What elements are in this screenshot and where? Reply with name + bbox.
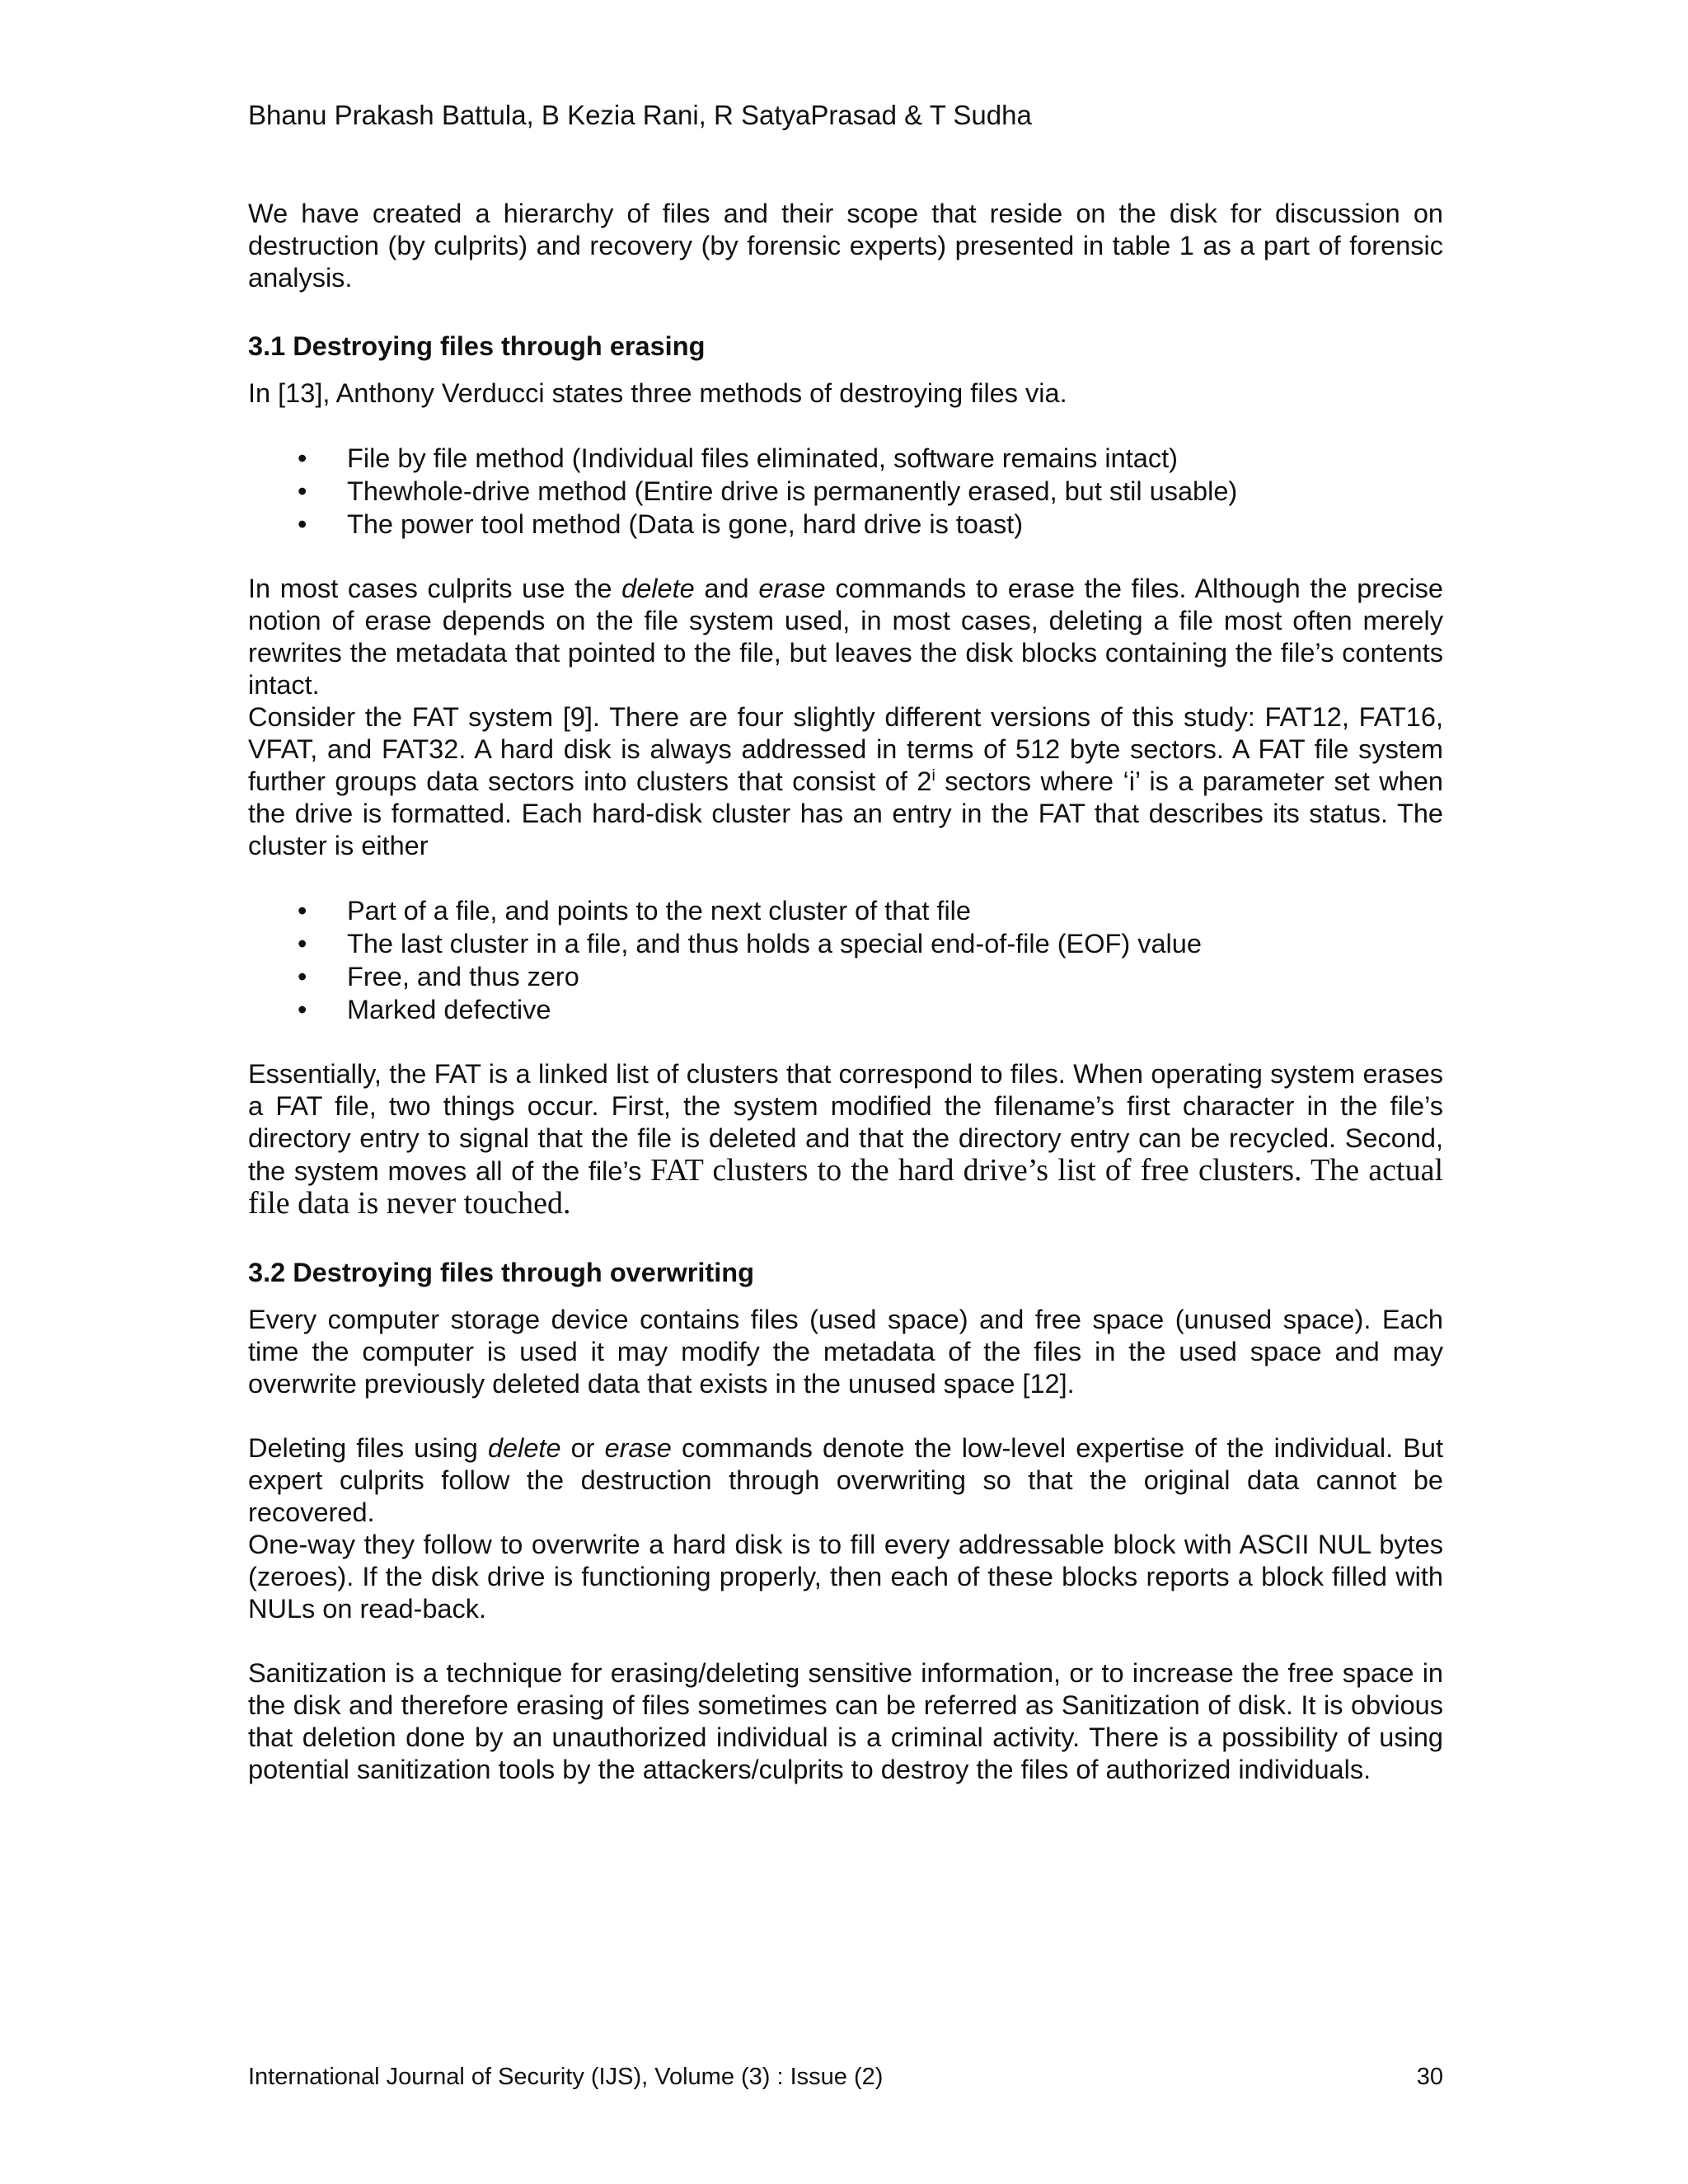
list-item-text: Part of a file, and points to the next cluster of that file xyxy=(347,896,971,926)
page-footer xyxy=(248,2062,1443,2092)
list-item xyxy=(248,475,1443,508)
section-3-1-lead: In [13], Anthony Verducci states three methods of destroying files via. xyxy=(248,378,1067,408)
section-heading-3-1: 3.1 Destroying files through erasing xyxy=(248,331,706,361)
bullet-icon: • xyxy=(298,443,307,473)
list-item xyxy=(248,894,1443,927)
text-run: or xyxy=(560,1433,605,1463)
erase-commands-paragraph xyxy=(248,573,1443,701)
bullet-icon: • xyxy=(298,995,307,1024)
bullet-icon: • xyxy=(298,509,307,539)
text-run: commands denote the low-level expertise of the individual. But expert culprits follow the destruction through overwriting so that the original data cannot be recovered. xyxy=(248,1433,1443,1527)
list-item xyxy=(248,508,1443,541)
list-item-text: Thewhole-drive method (Entire drive is permanently erased, but stil usable) xyxy=(347,476,1238,506)
italic-term: erase xyxy=(758,574,826,603)
text-run: and xyxy=(694,574,759,603)
list-item xyxy=(248,442,1443,475)
paper-page xyxy=(248,0,1443,2184)
section-heading-3-2: 3.2 Destroying files through overwriting xyxy=(248,1258,754,1287)
bullet-icon: • xyxy=(298,929,307,958)
superscript: i xyxy=(931,766,935,785)
cluster-states-list xyxy=(248,894,1443,1026)
text-run: Essentially, the FAT is a linked list of clusters that correspond to files. When operating system erases a FAT file, two things occur. First, the system modified the filename’s first character in the file’s directory entry to signal that the file is deleted and that the directory entry can be recycled. Second, the system moves all of the file’s xyxy=(248,1059,1443,1186)
italic-term: delete xyxy=(487,1433,561,1463)
text-run: commands to erase the files. Although the precise notion of erase depends on the file system used, in most cases, deleting a file most often merely rewrites the metadata that pointed to the file, but leaves the disk blocks containing the file’s contents intact. xyxy=(248,574,1443,700)
italic-term: erase xyxy=(604,1433,672,1463)
list-item-text: The power tool method (Data is gone, hard drive is toast) xyxy=(347,509,1024,539)
sanitization-paragraph: Sanitization is a technique for erasing/deleting sensitive information, or to increase the free space in the disk and therefore erasing of files sometimes can be referred as Sanitization of disk. It is obvious that deletion done by an unauthorized individual is a criminal activity. There is a possibility of using potential sanitization tools by the attackers/culprits to destroy the files of authorized individuals. xyxy=(248,1658,1443,1784)
text-run: Deleting files using xyxy=(248,1433,488,1463)
list-item xyxy=(248,927,1443,960)
list-item xyxy=(248,993,1443,1026)
deleting-files-paragraph xyxy=(248,1432,1443,1529)
text-run: Consider the FAT system [9]. There are four slightly different versions of this study: FAT12, FAT16, VFAT, and FAT32. A hard disk is always addressed in terms of 512 byte sectors. A FAT file system further groups data sectors into clusters that consist of 2 xyxy=(248,702,1443,796)
list-item-text: The last cluster in a file, and thus holds a special end-of-file (EOF) value xyxy=(347,929,1202,958)
running-header-authors: Bhanu Prakash Battula, B Kezia Rani, R SatyaPrasad & T Sudha xyxy=(248,100,1032,130)
overwrite-paragraph: One-way they follow to overwrite a hard disk is to fill every addressable block with ASCII NUL bytes (zeroes). If the disk drive is functioning properly, then each of these blocks reports a block filled with NULs on read-back. xyxy=(248,1530,1443,1624)
list-item xyxy=(248,960,1443,993)
list-item-text: Marked defective xyxy=(347,995,551,1024)
italic-term: delete xyxy=(621,574,695,603)
storage-paragraph: Every computer storage device contains files (used space) and free space (unused space). Each time the computer is used it may modify the metadata of the files in the used space and may overwrite previously deleted data that exists in the unused space [12]. xyxy=(248,1305,1443,1399)
fat-linked-list-paragraph xyxy=(248,1058,1443,1221)
fat-system-paragraph xyxy=(248,701,1443,862)
page-number: 30 xyxy=(1416,2064,1443,2090)
methods-list xyxy=(248,442,1443,541)
journal-citation: International Journal of Security (IJS), Volume (3) : Issue (2) xyxy=(248,2064,884,2090)
bullet-icon: • xyxy=(298,476,307,506)
body-content xyxy=(248,198,1443,1786)
bullet-icon: • xyxy=(298,896,307,926)
list-item-text: Free, and thus zero xyxy=(347,962,579,991)
text-run: sectors where ‘i’ is a parameter set when the drive is formatted. Each hard-disk cluster has an entry in the FAT that describes its status. The cluster is either xyxy=(248,766,1443,860)
bullet-icon: • xyxy=(298,962,307,991)
list-item-text: File by file method (Individual files eliminated, software remains intact) xyxy=(347,443,1178,473)
intro-paragraph: We have created a hierarchy of files and their scope that reside on the disk for discussion on destruction (by culprits) and recovery (by forensic experts) presented in table 1 as a part of forensic analysis. xyxy=(248,199,1443,293)
text-run: In most cases culprits use the xyxy=(248,574,622,603)
text-run-serif: FAT clusters to the hard drive’s list of free clusters. The actual file data is never touched. xyxy=(248,1153,1443,1221)
